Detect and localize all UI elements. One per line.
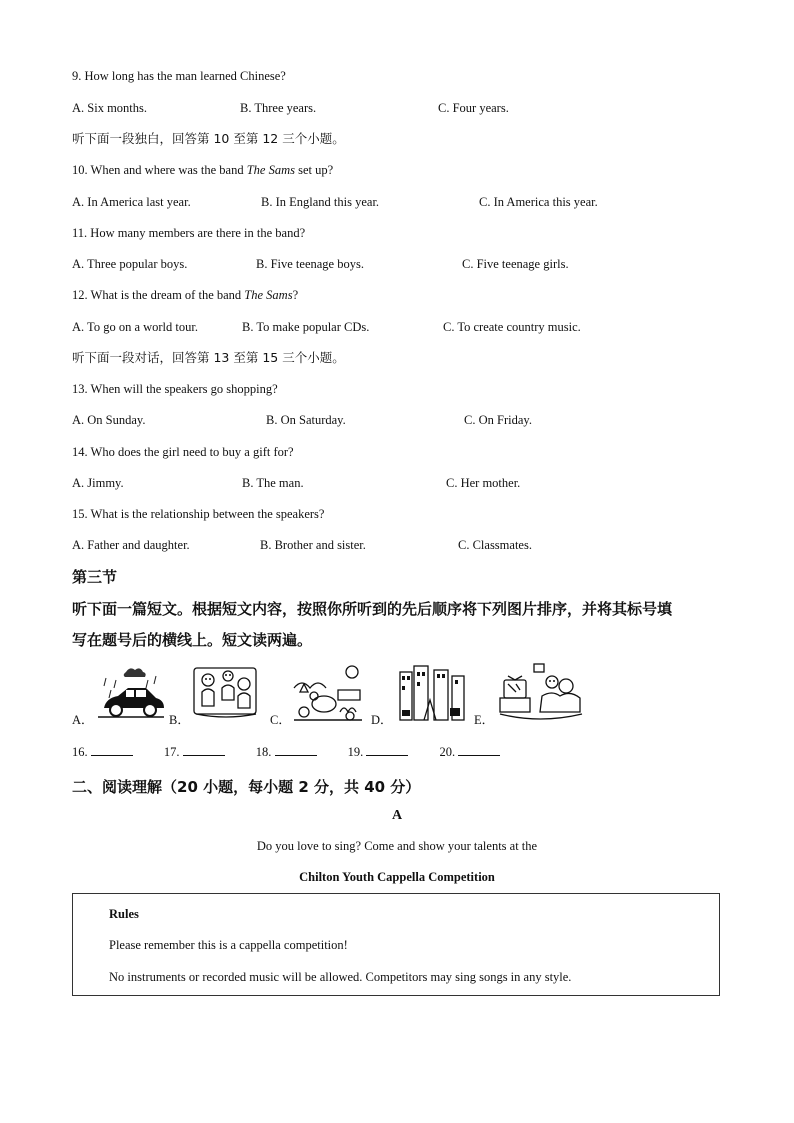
answer-blank-16[interactable] bbox=[72, 745, 133, 760]
option-c: C. On Friday. bbox=[464, 413, 532, 427]
option-b: B. Three years. bbox=[240, 101, 317, 115]
option-a: A. On Sunday. bbox=[72, 413, 146, 427]
option-c: C. Classmates. bbox=[458, 538, 532, 552]
question-9-options bbox=[72, 100, 722, 116]
event-title: Chilton Youth Cappella Competition bbox=[299, 870, 495, 884]
city-street-image bbox=[394, 662, 468, 724]
rules-heading: Rules bbox=[109, 907, 139, 921]
farm-animals-image bbox=[290, 662, 366, 724]
blank-line bbox=[275, 745, 317, 756]
option-a: A. Father and daughter. bbox=[72, 538, 190, 552]
blank-line bbox=[183, 745, 225, 756]
band-name: The Sams bbox=[246, 163, 295, 177]
picture-row bbox=[72, 662, 722, 726]
option-a: A. Three popular boys. bbox=[72, 257, 188, 271]
question-13-options bbox=[72, 412, 722, 428]
picture-label-a: A． bbox=[72, 713, 94, 727]
question-15-options bbox=[72, 537, 722, 553]
question-9: 9. How long has the man learned Chinese? bbox=[72, 69, 286, 83]
family-watching-tv-image bbox=[498, 662, 584, 724]
rules-line-1: Please remember this is a cappella competition! bbox=[109, 938, 348, 952]
option-c: C. Four years. bbox=[438, 101, 509, 115]
blank-line bbox=[366, 745, 408, 756]
option-c: C. To create country music. bbox=[443, 320, 581, 334]
question-10-end: set up? bbox=[295, 163, 334, 177]
picture-label-d: D． bbox=[371, 713, 393, 727]
children-playing-image bbox=[190, 662, 262, 722]
question-10 bbox=[72, 162, 333, 178]
question-11-options bbox=[72, 256, 722, 272]
option-b: B. In England this year. bbox=[261, 195, 380, 209]
option-b: B. Brother and sister. bbox=[260, 538, 366, 552]
picture-label-e: E． bbox=[474, 713, 495, 727]
question-14-options bbox=[72, 475, 722, 491]
question-12-end: ? bbox=[292, 288, 299, 302]
option-b: B. Five teenage boys. bbox=[256, 257, 364, 271]
blank-number: 19. bbox=[347, 745, 364, 759]
question-12 bbox=[72, 287, 298, 303]
answer-blanks bbox=[72, 745, 528, 760]
passage-label: A bbox=[391, 808, 403, 823]
question-10-options bbox=[72, 194, 722, 210]
question-11: 11. How many members are there in the band? bbox=[72, 226, 306, 240]
blank-line bbox=[91, 745, 133, 756]
section-note-dialogue: 听下面一段对话，回答第 13 至第 15 三个小题。 bbox=[72, 350, 345, 365]
blank-number: 20. bbox=[439, 745, 456, 759]
option-c: C. Five teenage girls. bbox=[462, 257, 569, 271]
question-14: 14. Who does the girl need to buy a gift for? bbox=[72, 445, 294, 459]
question-10-text: 10. When and where was the band bbox=[72, 163, 247, 177]
section-3-instruction: 听下面一篇短文。根据短文内容，按照你所听到的先后顺序将下列图片排序，并将其标号填 bbox=[72, 600, 673, 618]
section-3-title: 第三节 bbox=[72, 568, 118, 586]
option-b: B. On Saturday. bbox=[266, 413, 346, 427]
option-a: A. To go on a world tour. bbox=[72, 320, 198, 334]
answer-blank-17[interactable] bbox=[164, 745, 225, 760]
option-b: B. The man. bbox=[242, 476, 304, 490]
rules-line-2: No instruments or recorded music will be allowed. Competitors may sing songs in any style. bbox=[109, 970, 572, 984]
question-12-options bbox=[72, 319, 722, 335]
question-12-text: 12. What is the dream of the band bbox=[72, 288, 245, 302]
rules-box bbox=[72, 893, 720, 996]
answer-blank-18[interactable] bbox=[256, 745, 317, 760]
question-13: 13. When will the speakers go shopping? bbox=[72, 382, 278, 396]
picture-label-b: B． bbox=[169, 713, 190, 727]
answer-blank-19[interactable] bbox=[348, 745, 409, 760]
blank-number: 18. bbox=[255, 745, 272, 759]
option-a: A. In America last year. bbox=[72, 195, 191, 209]
section-3-instruction-cont: 写在题号后的横线上。短文读两遍。 bbox=[72, 631, 313, 649]
reading-section-title: 二、阅读理解（20 小题，每小题 2 分，共 40 分） bbox=[72, 778, 421, 796]
question-15: 15. What is the relationship between the speakers? bbox=[72, 507, 325, 521]
option-a: A. Jimmy. bbox=[72, 476, 124, 490]
blank-line bbox=[458, 745, 500, 756]
option-b: B. To make popular CDs. bbox=[242, 320, 370, 334]
option-a: A. Six months. bbox=[72, 101, 148, 115]
band-name: The Sams bbox=[244, 288, 293, 302]
blank-number: 17. bbox=[163, 745, 180, 759]
section-note-monologue: 听下面一段独白，回答第 10 至第 12 三个小题。 bbox=[72, 131, 345, 146]
blank-number: 16. bbox=[72, 745, 88, 759]
car-in-rain-image bbox=[96, 662, 166, 722]
option-c: C. Her mother. bbox=[446, 476, 521, 490]
option-c: C. In America this year. bbox=[479, 195, 598, 209]
passage-intro: Do you love to sing? Come and show your talents at the bbox=[256, 839, 538, 853]
picture-label-c: C． bbox=[270, 713, 291, 727]
answer-blank-20[interactable] bbox=[440, 745, 501, 760]
